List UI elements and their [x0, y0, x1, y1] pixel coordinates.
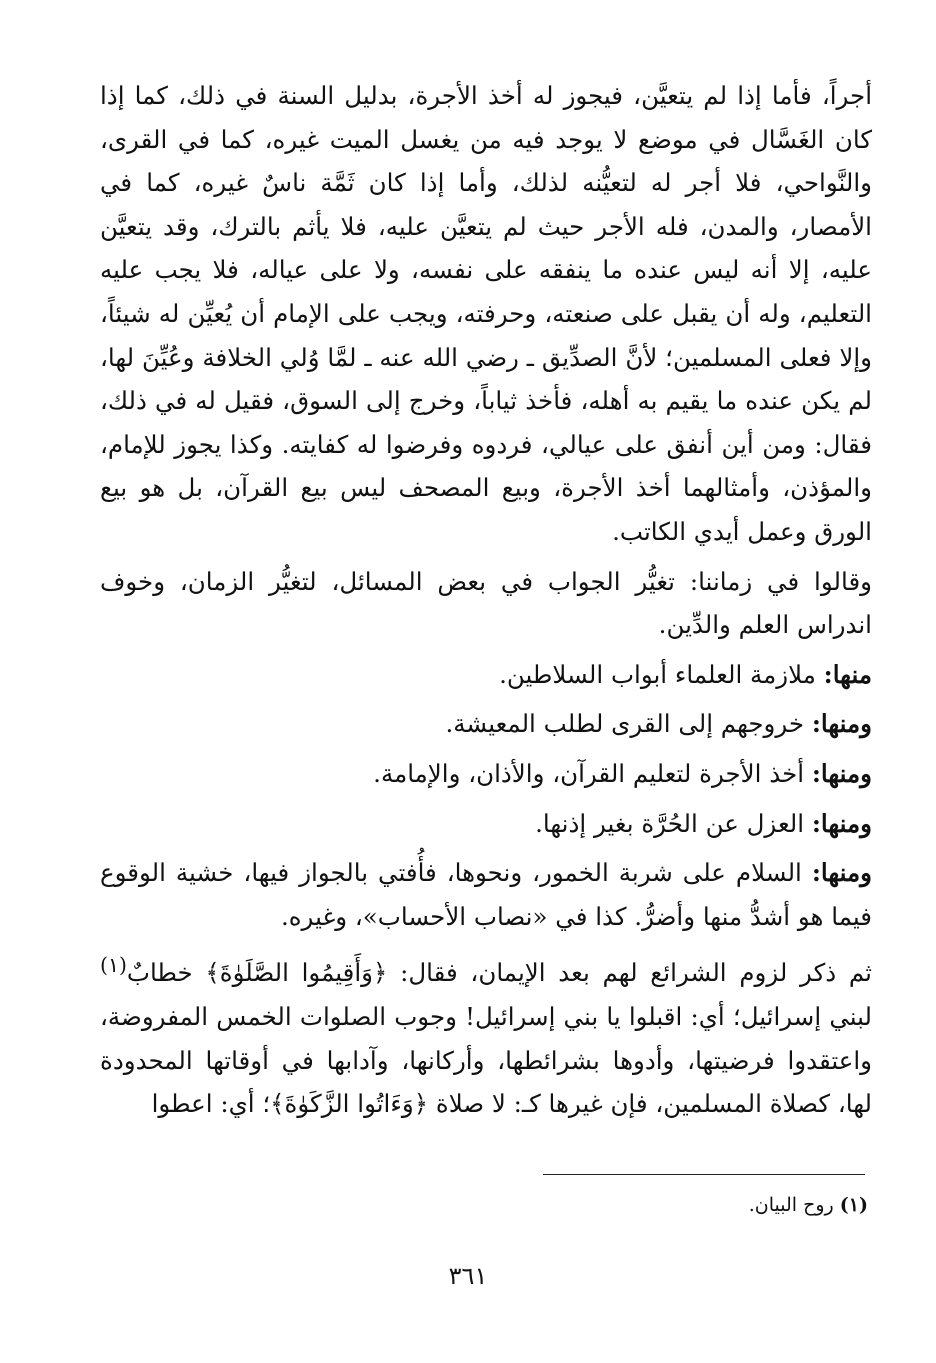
footnote-text: روح البيان.: [748, 1194, 834, 1216]
item-text: ملازمة العلماء أبواب السلاطين.: [499, 659, 816, 689]
item-label: ومنها:: [811, 758, 872, 788]
list-item: [100, 702, 872, 746]
closing-text-start: ثم ذكر لزوم الشرائع لهم بعد الإيمان، فقال: ﴿وَأَقِيمُوا الصَّلَوٰةَ﴾ خطابٌ: [126, 958, 872, 988]
item-text: أخذ الأجرة لتعليم القرآن، والأذان، والإمامة.: [373, 758, 805, 788]
main-text: [100, 74, 872, 1126]
item-text: خروجهم إلى القرى لطلب المعيشة.: [445, 709, 805, 739]
closing-text-end: لبني إسرائيل؛ أي: اقبلوا يا بني إسرائيل! وجوب الصلوات الخمس المفروضة، واعتقدوا فرضيتها، وأدوها بشرائطها، وأركانها، وآدابها في أوقاتها المحدودة لها، كصلاة المسلمين، فإن غيرها كـ: لا صلاة ﴿وَءَاتُوا الزَّكَوٰةَ﴾؛ أي: اعطوا: [100, 1002, 872, 1119]
item-label: ومنها:: [811, 709, 872, 739]
footnote-reference: (١): [100, 953, 127, 978]
paragraph: أجراً، فأما إذا لم يتعيَّن، فيجوز له أخذ الأجرة، بدليل السنة في ذلك، كما إذا كان الغَسَّال في موضع لا يوجد فيه من يغسل الميت غيره، كما في القرى، والنَّواحي، فلا أجر له لتعيُّنه لذلك، وأما إذا كان ثَمَّة ناسٌ غيره، كما في الأمصار، والمدن، فله الأجر حيث لم يتعيَّن عليه، فلا يأثم بالترك، وقد يتعيَّن عليه، إلا أنه ليس عنده ما ينفقه على نفسه، ولا على عياله، فلا يجب عليه التعليم، وله أن يقبل على صنعته، وحرفته، ويجب على الإمام أن يُعيِّن له شيئاً، وإلا فعلى المسلمين؛ لأنَّ الصدِّيق ـ رضي الله عنه ـ لمَّا وُلي الخلافة وعُيِّنَ لها، لم يكن عنده ما يقيم به أهله، فأخذ ثياباً، وخرج إلى السوق، فقيل له في ذلك، فقال: ومن أين أنفق على عيالي، فردوه وفرضوا له كفايته. وكذا يجوز للإمام، والمؤذن، وأمثالهما أخذ الأجرة، وبيع المصحف ليس بيع القرآن، بل هو بيع الورق وعمل أيدي الكاتب.: [100, 81, 872, 546]
list-item: [100, 752, 872, 796]
list-item: [100, 653, 872, 697]
item-label: ومنها:: [811, 858, 872, 888]
item-text: السلام على شربة الخمور، ونحوها، فأُفتي بالجواز فيها، خشية الوقوع فيما هو أشدُّ منها وأضرُّ. كذا في «نصاب الأحساب»، وغيره.: [100, 858, 872, 931]
list-item: [100, 851, 872, 938]
footnote-separator: [543, 1174, 865, 1175]
paragraph: وقالوا في زماننا: تغيُّر الجواب في بعض المسائل، لتغيُّر الزمان، وخوف اندراس العلم والدِّين.: [100, 566, 872, 640]
closing-paragraph: [100, 944, 872, 1126]
page-number: ٣٦١: [448, 1262, 488, 1290]
item-label: ومنها:: [811, 808, 872, 838]
item-label: منها:: [823, 659, 872, 689]
item-text: العزل عن الحُرَّة بغير إذنها.: [535, 808, 805, 838]
footnote-number: (١): [839, 1194, 868, 1216]
footnote: [100, 1190, 868, 1220]
list-item: [100, 802, 872, 846]
